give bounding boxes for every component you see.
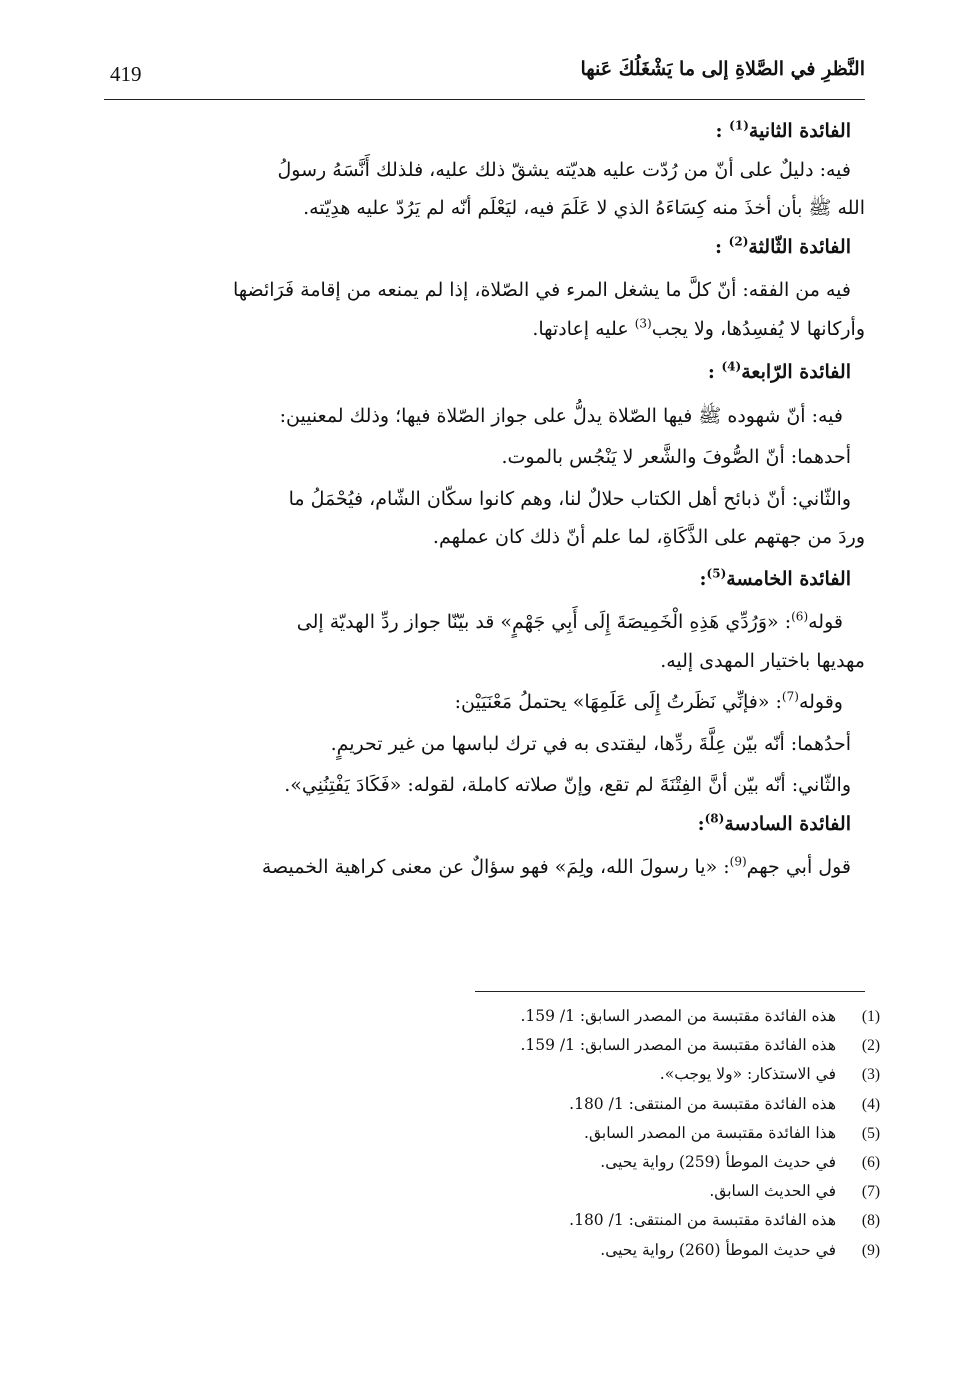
footnote-7	[320, 1177, 880, 1206]
section-heading-5: الفائدة الخامسة$^{(5)}$:	[699, 566, 851, 590]
footnote-number: (4)	[861, 1095, 880, 1113]
footnote-ref-7: (7)	[781, 689, 799, 704]
footnote-ref-9: (9)	[729, 854, 747, 869]
footnote-3	[320, 1060, 880, 1089]
body-text	[104, 112, 865, 887]
footnote-text: هذا الفائدة مقتبسة من المصدر السابق.	[584, 1123, 836, 1142]
footnote-ref-6: (6)	[791, 609, 809, 624]
footnote-number: (3)	[861, 1066, 880, 1084]
footnote-9	[320, 1236, 880, 1265]
footnote-number: (6)	[861, 1154, 880, 1172]
footnote-number: (2)	[861, 1037, 880, 1055]
footnote-8	[320, 1206, 880, 1235]
footnotes	[320, 1002, 880, 1265]
header-rule	[104, 99, 865, 100]
footnote-text: هذه الفائدة مقتبسة من المصدر السابق: 1/ 159.	[520, 1007, 836, 1025]
paragraph-4: قوله$^{(6)}$: «وَرُدِّي هَذِهِ الْخَمِيصَةَ إِلَى أَبِي جَهْمٍ» قد بيّنّا جواز ردِّ الهديّة إلى مهديها باختيار المهدى إليه.	[296, 609, 865, 672]
footnote-number: (9)	[861, 1241, 880, 1259]
paragraph-5-line-2: أحدُهما: أنّه بيّن عِلَّةَ ردِّها، ليقتدى به في ترك لباسها من غير تحريمٍ.	[330, 732, 851, 755]
footnote-ref-2: (2)	[728, 234, 749, 249]
footnote-5	[320, 1119, 880, 1148]
footnote-text: في الاستذكار: «ولا يوجب».	[659, 1065, 836, 1084]
footnote-6	[320, 1148, 880, 1177]
paragraph-3-line-2: أحدهما: أنّ الصُّوفَ والشَّعر لا يَنْجُس بالموت.	[501, 446, 851, 468]
page-number: 419	[110, 62, 142, 86]
section-heading-2: الفائدة الثانية$^{(1)}$ :	[715, 118, 851, 142]
footnote-number: (7)	[861, 1183, 880, 1201]
section-heading-4: الفائدة الرّابعة$^{(4)}$ :	[707, 359, 851, 383]
section-heading-6: الفائدة السادسة$^{(8)}$:	[697, 811, 851, 835]
footnote-ref-1: (1)	[729, 118, 749, 133]
footnote-1	[320, 1002, 880, 1031]
footnote-text: هذه الفائدة مقتبسة من المصدر السابق: 1/ 159.	[520, 1036, 836, 1055]
footnote-rule	[475, 991, 865, 992]
footnote-number: (8)	[861, 1212, 880, 1230]
running-title: النَّظرِ في الصَّلاةِ إلى ما يَشْغَلُكَ عَنها	[580, 58, 865, 80]
footnote-ref-4: (4)	[721, 359, 742, 374]
footnote-2	[320, 1031, 880, 1060]
paragraph-3-line-1: فيه: أنّ شهوده ﷺ فيها الصّلاة يدلُّ على جواز الصّلاة فيها؛ وذلك لمعنيين:	[279, 404, 843, 427]
paragraph-2: فيه من الفقه: أنّ كلَّ ما يشغل المرء في الصّلاة، إذا لم يمنعه من إقامة فَرَائضها وأركانها لا يُفسِدُها، ولا يجب$^{(3)}$ عليه إعادتها.	[232, 279, 865, 340]
footnote-4	[320, 1090, 880, 1119]
footnote-number: (5)	[861, 1124, 880, 1142]
footnote-ref-3: (3)	[634, 316, 652, 331]
paragraph-5-line-3: والثّاني: أنّه بيّن أنَّ الفِتْنَةَ لم تقع، وإنّ صلاته كاملة، لقوله: «فَكَادَ يَفْتِنُنِي».	[284, 774, 851, 796]
footnote-number: (1)	[861, 1008, 880, 1025]
footnote-text: في حديث الموطأ (260) رواية يحيى.	[600, 1240, 836, 1259]
footnote-text: في حديث الموطأ (259) رواية يحيى.	[600, 1153, 836, 1172]
footnote-text: هذه الفائدة مقتبسة من المنتقى: 1/ 180.	[569, 1094, 836, 1113]
section-heading-3: الفائدة الثّالثة$^{(2)}$ :	[715, 234, 851, 258]
paragraph-1: فيه: دليلٌ على أنّ من رُدّت عليه هديّته يشقّ ذلك عليه، فلذلك أَنَّسَهُ رسولُ الله ﷺ بأن أخذَ منه كِسَاءَهُ الذي لا عَلَمَ فيه، ليَعْلَم أنّه لم يَرُدّ عليه هدِيّته.	[277, 158, 865, 219]
paragraph-3-line-3: والثّاني: أنّ ذبائح أهل الكتاب حلالٌ لنا، وهم كانوا سكّان الشّام، فيُحْمَلُ ما وردَ من جهتهم على الذَّكَاةِ، لما علم أنّ ذلك كان عملهم.	[288, 487, 865, 548]
paragraph-5-line-1: وقوله$^{(7)}$: «فإنِّي نَظَرتُ إِلَى عَلَمِهَا» يحتملُ مَعْنَيَيْن:	[454, 689, 843, 713]
footnote-text: هذه الفائدة مقتبسة من المنتقى: 1/ 180.	[569, 1211, 836, 1230]
paragraph-6: قول أبي جهم$^{(9)}$: «يا رسولَ الله، ولِمَ» فهو سؤالٌ عن معنى كراهية الخميصة	[261, 854, 851, 878]
running-head	[104, 58, 865, 98]
footnote-text: في الحديث السابق.	[709, 1182, 836, 1201]
footnote-ref-5: (5)	[706, 566, 727, 581]
footnote-ref-8: (8)	[704, 811, 725, 826]
